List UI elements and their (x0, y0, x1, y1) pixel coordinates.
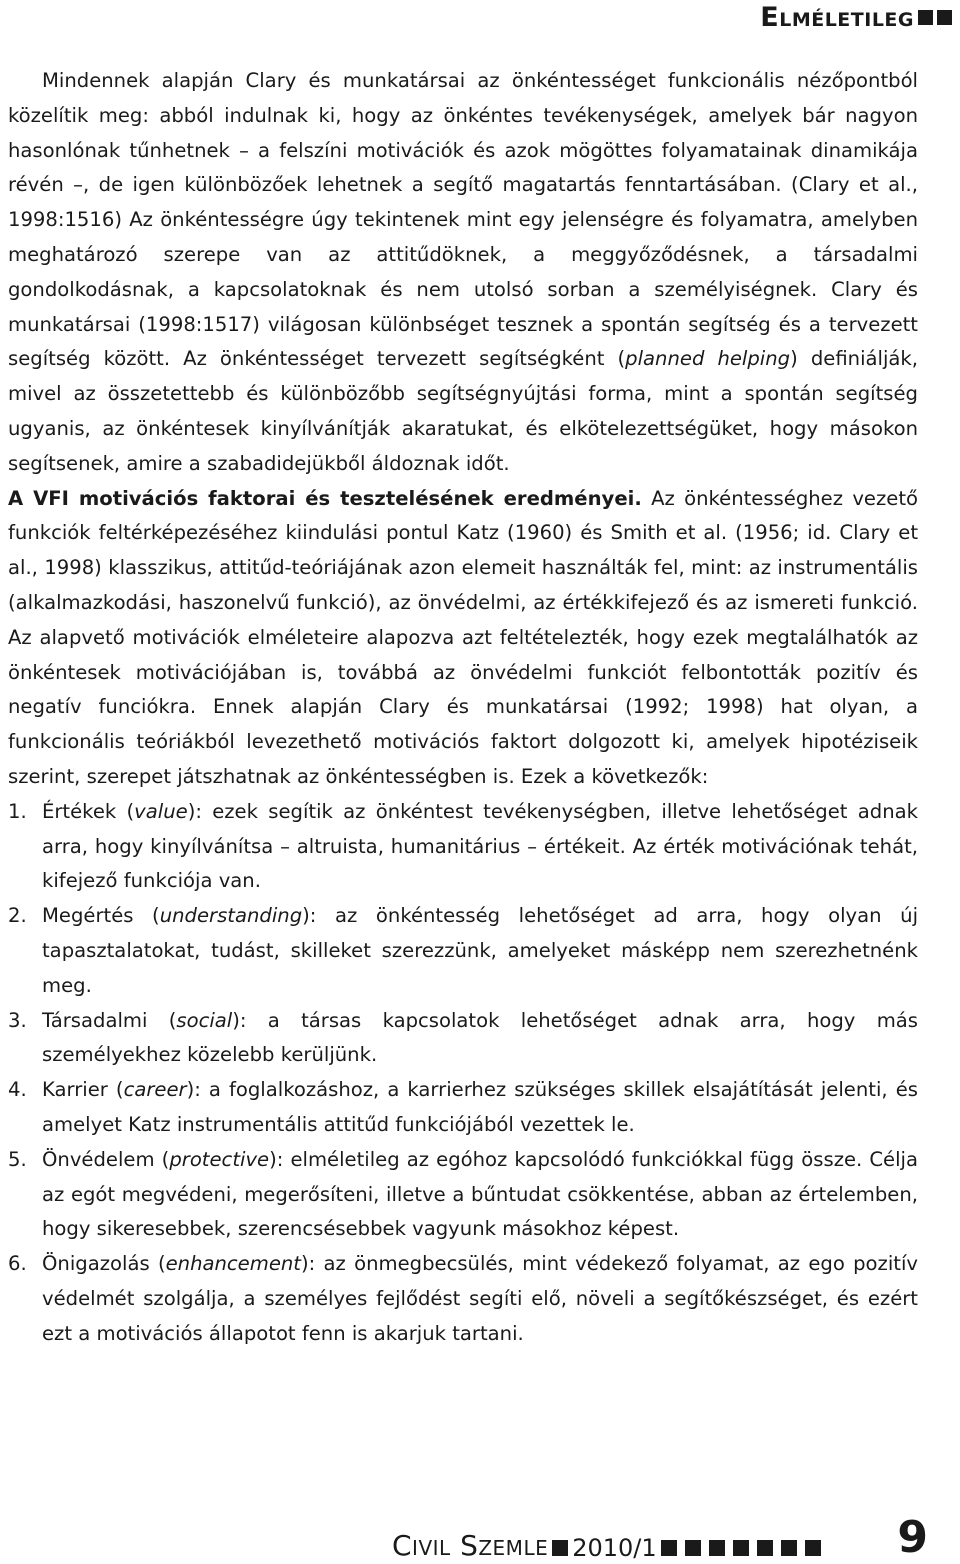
intro-paragraph: Mindennek alapján Clary és munkatársai az önkéntességet funkcionális nézőpontból közelítik meg: abból indulnak ki, hogy az önkéntes tevékenységek, amelyek bár nagyon hasonlónak tűnhetnek – a felszíni motivációk és azok mögöttes folyamatainak dinamikája révén –, de igen különbözőek lehetnek a segítő magatartás fenntartásában. (Clary et al., 1998:1516) Az önkéntességre úgy tekintenek mint egy jelenségre és folyamatra, amelyben meghatározó szerepe van az attitűdöknek, a meggyőződésnek, a társadalmi gondolkodásnak, a kapcsolatoknak és nem utolsó sorban a személyiségnek. Clary és munkatársai (1998:1517) világosan különbséget tesznek a spontán segítség és a tervezett segítség között. Az önkéntességet tervezett segítségként (planned helping) definiálják, mivel az összetettebb és különbözőbb segítségnyújtási forma, mint a spontán segítség ugyanis, az önkéntesek kinyílvánítják akaratukat, és elkötelezettségüket, hogy másokon segítsenek, amire a szabadidejükből áldoznak időt. (8, 69, 919, 475)
list-item: 6. Önigazolás (enhancement): az önmegbecsülés, mint védekező folyamat, az ego pozitív védelmét szolgálja, a személyes fejlődést segíti elő, növeli a segítőkészséget, és ezért ezt a motivációs állapotot fenn is akarjuk tartani. (8, 1252, 918, 1345)
list-item: 5. Önvédelem (protective): elméletileg az egóhoz kapcsolódó funkciókkal függ össze. Célja az egót megvédeni, megerősíteni, illetve a bűntudat csökkentése, abban az értelemben, hogy sikeresebbek, szerencsésebbek vagyunk másokhoz képest. (8, 1147, 918, 1241)
square-ornament-icon (937, 10, 952, 25)
section-title: Elméletileg (760, 1, 914, 33)
list-item: 1. Értékek (value): ezek segítik az önkéntest tevékenységben, illetve lehetőséget adnak arra, hogy kinyílvánítsa – altruista, humanitárius – értékeit. Az érték motivációnak tehát, kifejező funkciója van. (8, 799, 918, 893)
issue-number: 2010/1 (572, 1534, 657, 1562)
square-ornament-icon (781, 1540, 797, 1556)
list-item: 2. Megértés (understanding): az önkéntesség lehetőséget ad arra, hogy olyan új tapasztalatokat, tudást, skilleket szerezzünk, amelyeket másképp nem szerezhetnénk meg. (8, 904, 919, 997)
list-item: 3. Társadalmi (social): a társas kapcsolatok lehetőséget adnak arra, hogy más személyekhez közelebb kerüljünk. (8, 1008, 918, 1067)
section-paragraph: A VFI motivációs faktorai és tesztelésének eredményei. Az önkéntességhez vezető funkciók feltérképezéséhez kiindulási pontul Katz (1960) és Smith et al. (1956; id. Clary et al., 1998) klasszikus, attitűd-teóriájának azon elemeit használták fel, mint: az instrumentális (alkalmazkodási, haszonelvű funkció), az önvédelmi, az értékkifejező és az ismereti funkció. Az alapvető motivációk elméleteire alapozva azt feltételezték, hogy ezek megtalálhatók az önkéntesek motivációjában is, továbbá az önvédelmi funkciót felbontották pozitív és negatív funciókra. Ennek alapján Clary és munkatársai (1992; 1998) hat olyan, a funkcionális teóriákból levezethető motivációs faktort dolgozott ki, amelyek hipotéziseik szerint, szerepet játszhatnak az önkéntességben is. Ezek a következők: (8, 486, 918, 788)
section-heading: A VFI motivációs faktorai és tesztelésének eredményei. (8, 486, 642, 510)
square-ornament-icon (552, 1540, 568, 1556)
article-body (8, 64, 918, 1351)
square-ornament-icon (733, 1540, 749, 1556)
square-ornament-icon (805, 1540, 821, 1556)
square-ornament-icon (918, 10, 933, 25)
running-header (760, 0, 952, 34)
square-ornament-icon (661, 1540, 677, 1556)
square-ornament-icon (685, 1540, 701, 1556)
page-number: 9 (897, 1512, 928, 1563)
square-ornament-icon (709, 1540, 725, 1556)
motivation-list (8, 795, 918, 1352)
page-footer (392, 1512, 928, 1563)
journal-title: Civil Szemle (392, 1529, 549, 1562)
list-item: 4. Karrier (career): a foglalkozáshoz, a karrierhez szükséges skillek elsajátítását jelenti, és amelyet Katz instrumentális attitűd funkciójából vezettek le. (8, 1078, 918, 1136)
square-ornament-icon (757, 1540, 773, 1556)
